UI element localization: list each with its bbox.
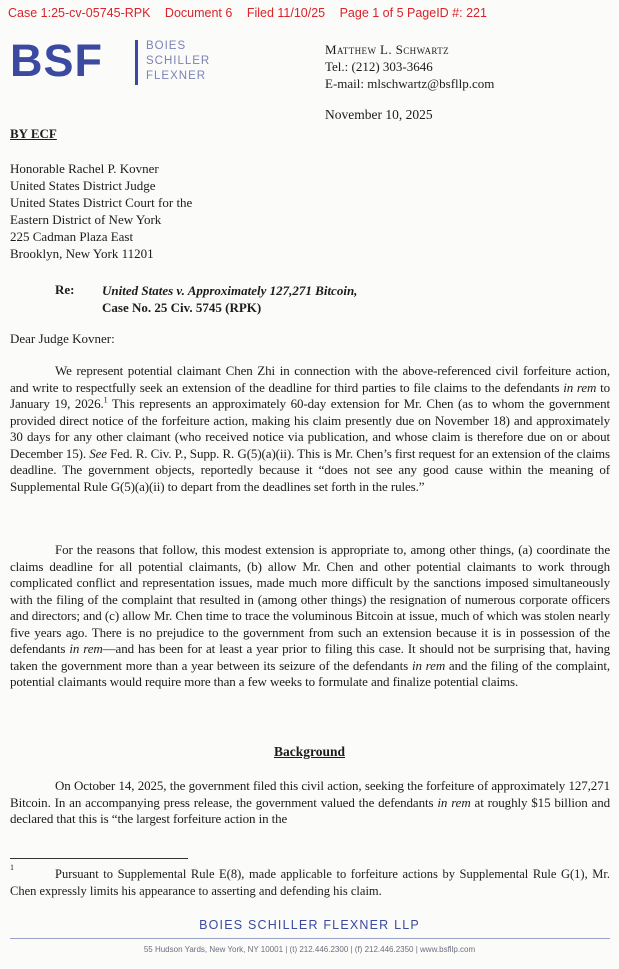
delivery-method: BY ECF (10, 126, 57, 141)
ecf-case-number: Case 1:25-cv-05745-RPK (8, 6, 151, 20)
footnote-text: Pursuant to Supplemental Rule E(8), made applicable to forfeiture actions by Supplemental Rule G(1), Mr. Chen expressly limits his appearance to asserting and defending his claim. (10, 867, 610, 898)
logo-name-line: FLEXNER (146, 70, 207, 82)
paragraph-background: On October 14, 2025, the government filed this civil action, seeking the forfeiture of approximately 127,271 Bitcoin. In an accompanying press release, the government valued the defendants in rem at roughly $15 billion and declared that this is “the largest forfeiture action in the (10, 778, 611, 826)
section-heading-background: Background (273, 744, 346, 759)
sender-name: Matthew L. Schwartz (325, 42, 450, 57)
re-label: Re: (55, 282, 75, 297)
re-case-title: United States v. Approximately 127,271 Bitcoin, (102, 283, 358, 298)
sender-phone: Tel.: (212) 303-3646 (325, 59, 433, 74)
footer-address: 55 Hudson Yards, New York, NY 10001 | (t) 212.446.2300 | (f) 212.446.2350 | www.bsfllp.com (143, 945, 476, 954)
logo-firm-names (146, 39, 210, 84)
logo-name-line: BOIES (146, 40, 187, 52)
recipient-address (10, 160, 192, 262)
salutation: Dear Judge Kovner: (10, 331, 115, 346)
sender-email: E-mail: mlschwartz@bsfllp.com (325, 76, 495, 91)
ecf-header-stamp (8, 6, 498, 20)
logo-name-line: SCHILLER (146, 55, 211, 67)
footer-divider (10, 938, 610, 939)
paragraph-intro: We represent potential claimant Chen Zhi in connection with the above-referenced civil forfeiture action, and write to respectfully seek an extension of the deadline for third parties to file claims to the defendants in rem to January 19, 2026.$^1$ This represents an approximately 60-day extension for Mr. Chen (as to whom the government provided direct notice of the forfeiture action, making his claim presently due on November 18) and approximately 30 days for any other claimant (who received notice via publication, and whose claim is therefore due on or about December 15). See Fed. R. Civ. P., Supp. R. G(5)(a)(ii). This is Mr. Chen’s first request for an extension of the claims deadline. The government objects, reportedly because it “does not see any good cause within the meaning of Supplemental Rule G(5)(a)(ii) to depart from the deadlines set forth in the rules.” (10, 363, 610, 494)
footnote-divider (10, 858, 188, 859)
footnote-reference: 1 (103, 395, 108, 405)
ecf-document-number: Document 6 (164, 6, 233, 20)
address-line: Eastern District of New York (10, 212, 162, 227)
paragraph-reasons: For the reasons that follow, this modest extension is appropriate to, among other things, (a) coordinate the claims deadline for all potential claimants, (b) allow Mr. Chen and other potential claimants to work through complicated conflict and representation issues, made much more difficult by the sanctions imposed simultaneously with the filing of the complaint that resulted in (among other things) the resignation of numerous corporate officers and directors; and (c) allow Mr. Chen time to trace the voluminous Bitcoin at issue, much of which was stolen nearly five years ago. There is no prejudice to the government from such an extension because it is in possession of the defendants in rem—and has been for at least a year prior to filing this case. It should not be surprising that, having taken the government more than a year between its seizure of the defendants in rem and the filing of the complaint, potential claimants would require more than a few weeks to formulate and finalize potential claims. (10, 542, 611, 689)
address-line: Brooklyn, New York 11201 (10, 246, 154, 261)
ecf-page-info: Page 1 of 5 PageID #: 221 (339, 6, 487, 20)
bsf-logo: BSF (10, 35, 103, 86)
footnote-mark: 1 (10, 863, 14, 872)
address-line: United States District Judge (10, 178, 156, 193)
re-case-number: Case No. 25 Civ. 5745 (RPK) (102, 300, 262, 315)
ecf-filed-date: Filed 11/10/25 (246, 6, 326, 20)
letter-date: November 10, 2025 (325, 107, 433, 122)
address-line: United States District Court for the (10, 195, 193, 210)
footer-firm-name: BOIES SCHILLER FLEXNER LLP (199, 918, 420, 932)
address-line: Honorable Rachel P. Kovner (10, 161, 159, 176)
re-subject (102, 282, 357, 316)
logo-divider (135, 40, 138, 85)
sender-block (325, 41, 494, 92)
address-line: 225 Cadman Plaza East (10, 229, 134, 244)
